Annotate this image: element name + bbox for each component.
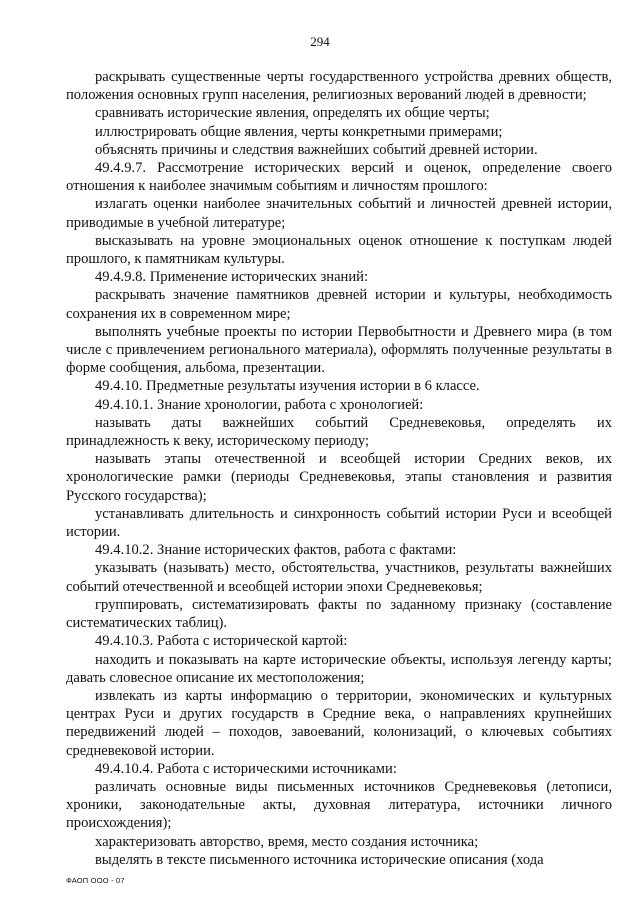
section-heading: 49.4.10. Предметные результаты изучения истории в 6 классе. [95, 378, 480, 395]
paragraph: излагать оценки наиболее значительных событий и личностей древней истории, приводимые в учебной литературе; [66, 196, 612, 231]
paragraph: сравнивать исторические явления, определять их общие черты; [95, 105, 490, 122]
paragraph: характеризовать авторство, время, место создания источника; [95, 833, 479, 850]
paragraph: называть даты важнейших событий Средневековья, определять их принадлежность к веку, историческому периоду; [66, 414, 612, 450]
section-heading: 49.4.10.2. Знание исторических фактов, работа с фактами: [95, 542, 457, 559]
paragraph: раскрывать значение памятников древней истории и культуры, необходимость сохранения их в современном мире; [66, 287, 612, 322]
footer-code: ФАОП ООО - 07 [66, 876, 125, 885]
paragraph: устанавливать длительность и синхронность событий истории Руси и всеобщей истории. [66, 505, 612, 541]
document-body [66, 68, 612, 869]
paragraph: выделять в тексте письменного источника исторические описания (хода [95, 851, 544, 868]
paragraph: извлекать из карты информацию о территории, экономических и культурных центрах Руси и других государств в Средние века, о направлениях крупнейших передвижений людей – походов, завоеваний, колонизаций, о ключевых событиях средневековой истории. [66, 687, 612, 759]
paragraph: выполнять учебные проекты по истории Первобытности и Древнего мира (в том числе с привлечением регионального материала), оформлять полученные результаты в форме сообщения, альбома, презентации. [66, 323, 612, 377]
paragraph: называть этапы отечественной и всеобщей истории Средних веков, их хронологические рамки (периоды Средневековья, этапы становления и развития Русского государства); [66, 451, 612, 504]
paragraph: иллюстрировать общие явления, черты конкретными примерами; [95, 123, 503, 140]
section-heading: 49.4.10.1. Знание хронологии, работа с хронологией: [95, 396, 424, 413]
paragraph: раскрывать существенные черты государственного устройства древних обществ, положения основных групп населения, религиозных верований людей в древности; [66, 69, 612, 104]
paragraph: группировать, систематизировать факты по заданному признаку (составление систематических таблиц). [66, 596, 612, 632]
paragraph: находить и показывать на карте исторические объекты, используя легенду карты; давать словесное описание их местоположения; [66, 651, 612, 686]
paragraph: высказывать на уровне эмоциональных оценок отношение к поступкам людей прошлого, к памятникам культуры. [66, 232, 612, 268]
paragraph: объяснять причины и следствия важнейших событий древней истории. [95, 141, 538, 158]
section-heading: 49.4.9.7. Рассмотрение исторических версий и оценок, определение своего отношения к наиболее значимым событиям и личностям прошлого: [66, 160, 612, 195]
paragraph: указывать (называть) место, обстоятельства, участников, результаты важнейших событий отечественной и всеобщей истории эпохи Средневековья; [66, 560, 612, 595]
paragraph: различать основные виды письменных источников Средневековья (летописи, хроники, законодательные акты, духовная литература, источники личного происхождения); [66, 778, 612, 832]
section-heading: 49.4.10.3. Работа с исторической картой: [95, 633, 348, 650]
page-number: 294 [310, 34, 330, 49]
section-heading: 49.4.9.8. Применение исторических знаний: [95, 269, 369, 286]
section-heading: 49.4.10.4. Работа с историческими источниками: [95, 760, 397, 777]
